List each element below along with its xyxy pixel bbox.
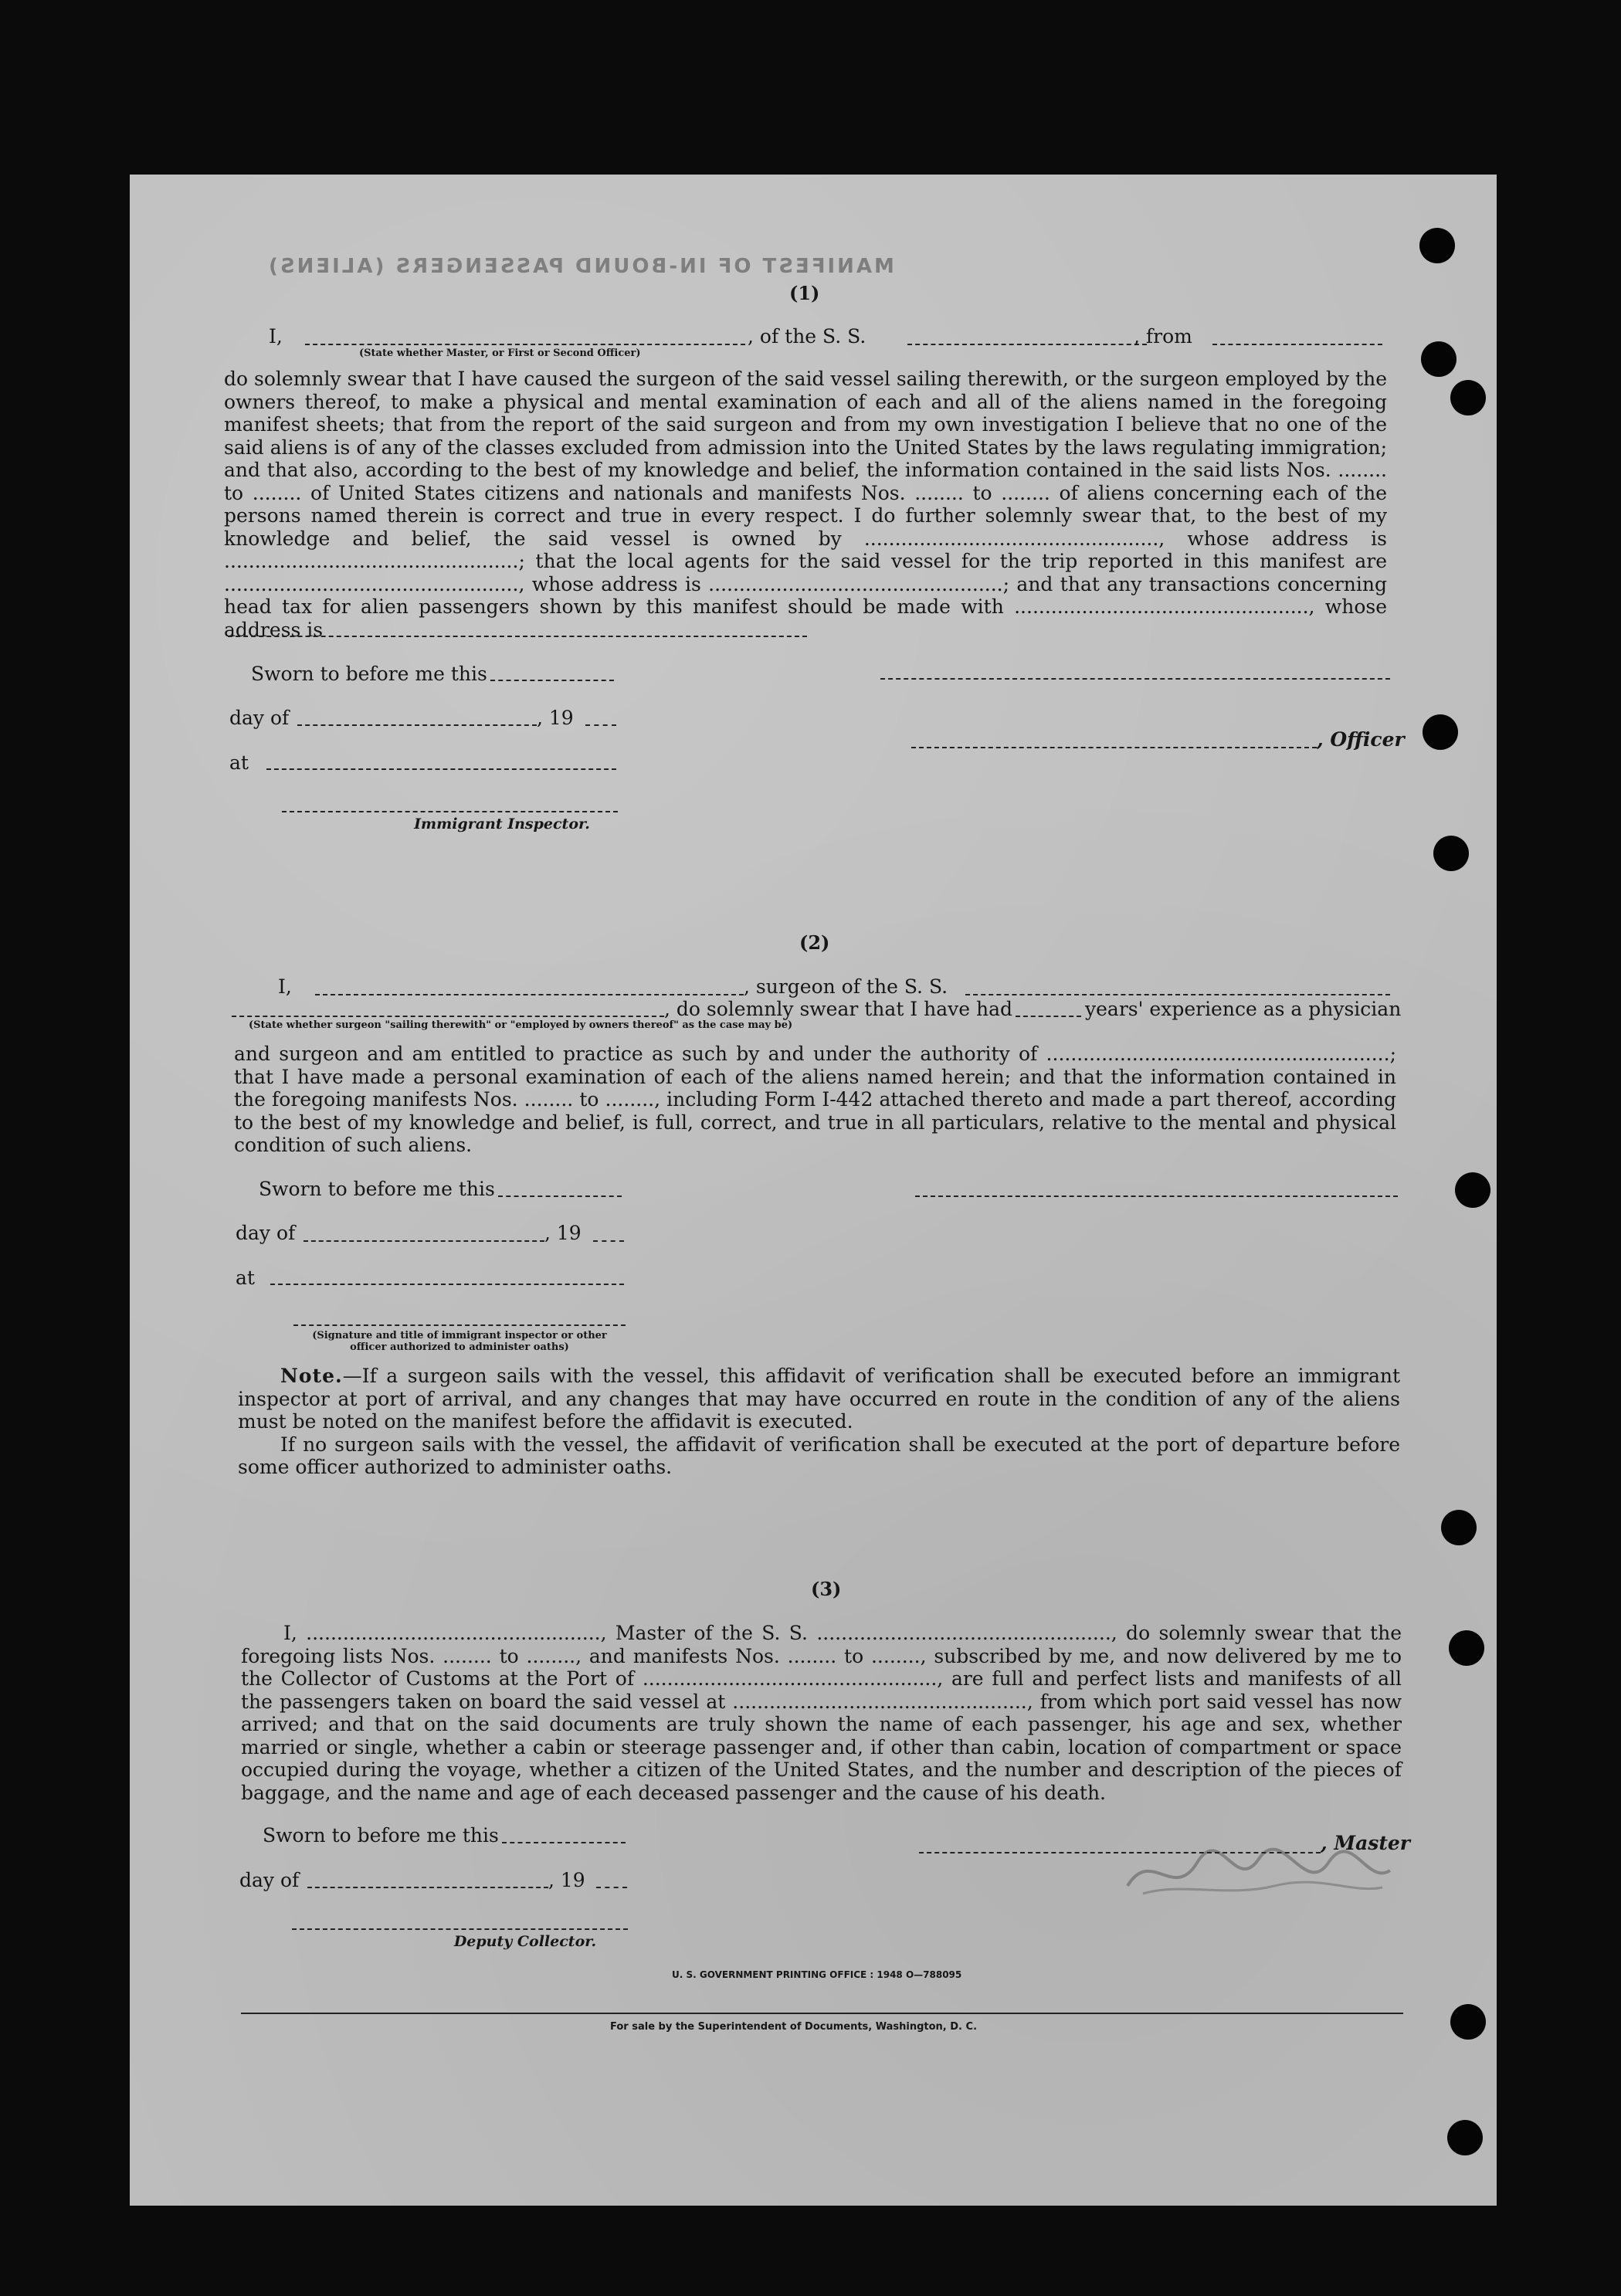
punch-hole [1455, 1172, 1490, 1208]
s1-inspector-label: Immigrant Inspector. [414, 816, 590, 833]
s2-caption: (State whether surgeon "sailing therewith" or "employed by owners thereof" as the case may be) [249, 1019, 793, 1031]
s1-officer-line-top [880, 678, 1390, 680]
s1-vessel-line [907, 344, 1147, 345]
s1-year: , 19 [537, 707, 574, 729]
s2-day-line [304, 1240, 544, 1242]
s2-line1-mid: , surgeon of the S. S. [744, 975, 948, 998]
s1-body [224, 368, 1387, 641]
s2-year-line [593, 1240, 624, 1242]
s3-day-line [307, 1887, 548, 1888]
s1-at-line [266, 768, 616, 770]
s2-body-text: and surgeon and am entitled to practice as such by and under the authority of ........................................................; that I have made a personal examination of each of the aliens named herein; and that the information contained in the foregoing manifests Nos. ........ to ........, including Form I-442 attached thereto and made a part thereof, according to the best of my knowledge and belief, is full, correct, and true in all particulars, relative to the mental and physical condition of such aliens. [234, 1043, 1396, 1156]
s2-year: , 19 [544, 1222, 582, 1244]
s1-at: at [229, 751, 249, 774]
s2-note-2: If no surgeon sails with the vessel, the affidavit of verification shall be executed at the port of departure before some officer authorized to administer oaths. [238, 1433, 1400, 1478]
s3-collector-line [292, 1928, 628, 1930]
punch-hole [1441, 1510, 1477, 1545]
section-2-number: (2) [799, 931, 830, 954]
punch-hole [1419, 228, 1455, 263]
s3-sworn-line [502, 1842, 626, 1843]
section-3-number: (3) [811, 1578, 842, 1600]
s3-year: , 19 [548, 1869, 585, 1891]
bleed-through-text [633, 664, 643, 683]
s2-surgeon-name-line [315, 994, 744, 995]
for-sale-notice: For sale by the Superintendent of Documents, Washington, D. C. [610, 2021, 978, 2033]
punch-hole [1447, 2120, 1483, 2155]
s2-officer-line [915, 1195, 1398, 1197]
note-label: Note. [280, 1365, 343, 1387]
punch-hole [1450, 380, 1486, 415]
s3-body [241, 1622, 1402, 1804]
handwritten-signature-scrawl [1120, 1840, 1398, 1909]
s2-status-line [232, 1016, 664, 1017]
s3-body-text: I, ................................................, Master of the S. S. ................................................, do solemnly swear that the foregoing lists Nos. ........ to ........, and manifests Nos. ........ to ........, subscribed by me, and now delivered by me to the Collector of Customs at the Port of ................................................, are full and perfect lists and manifests of all the passengers taken on board the said vessel at ................................................, from which port said vessel has now arrived; and that on the said documents are truly shown the name of each passenger, his age and sex, whether married or single, whether a cabin or steerage passenger and, if other than cabin, location of compartment or space occupied during the voyage, whether a citizen of the United States, and the number and description of the pieces of baggage, and the name and age of each deceased passenger and the cause of his death. [241, 1622, 1402, 1804]
s1-year-line [585, 724, 616, 726]
punch-hole [1433, 836, 1469, 871]
s1-officer: , Officer [1317, 728, 1405, 751]
s2-sworn-line [498, 1195, 622, 1197]
punch-hole [1421, 341, 1457, 377]
s1-extra-line [228, 636, 807, 637]
s2-at-line [270, 1284, 624, 1285]
s2-sig-caption: (Signature and title of immigrant inspector or other officer authorized to administer oaths) [312, 1330, 607, 1353]
s1-master-name-line [305, 344, 745, 345]
s1-line1-lead: I, [269, 325, 283, 348]
s1-line1-end: , from [1134, 325, 1192, 348]
s2-signature-line [293, 1324, 626, 1326]
s1-sworn: Sworn to before me this [251, 663, 487, 685]
s1-inspector-line [282, 811, 618, 812]
s2-note-1 [238, 1365, 1400, 1433]
s2-vessel-line [965, 994, 1390, 995]
bleed-through-heading: MANIFEST OF IN-BOUND PASSENGERS (ALIENS) [266, 255, 894, 278]
s2-at: at [236, 1267, 255, 1289]
section-1-number: (1) [789, 282, 820, 304]
s3-collector-label: Deputy Collector. [453, 1933, 597, 1950]
footer-rule [241, 2013, 1403, 2014]
s3-year-line [596, 1887, 627, 1888]
s3-sworn: Sworn to before me this [263, 1824, 499, 1847]
s2-years-line [1016, 1016, 1081, 1017]
s2-note [238, 1365, 1400, 1479]
s1-body-text: do solemnly swear that I have caused the surgeon of the said vessel sailing therewith, or the surgeon employed by the owners thereof, to make a physical and mental examination of each and all of the aliens named in the foregoing manifest sheets; that from the report of the said surgeon and from my own investigation I believe that no one of the said aliens is of any of the classes excluded from admission into the United States by the laws regulating immigration; and that also, according to the best of my knowledge and belief, the information contained in the said lists Nos. ........ to ........ of United States citizens and nationals and manifests Nos. ........ to ........ of aliens concerning each of the persons named therein is correct and true in every respect. I do further solemnly swear that, to the best of my knowledge and belief, the said vessel is owned by ................................................, whose address is ................................................; that the local agents for the said vessel for the trip reported in this manifest are ................................................, whose address is ................................................; and that any transactions concerning head tax for alien passengers shown by this manifest should be made with ................................................, whose address is [224, 368, 1387, 641]
s1-from-line [1212, 344, 1382, 345]
note-1-text: —If a surgeon sails with the vessel, this affidavit of verification shall be executed before an immigrant inspector at port of arrival, and any changes that may have occurred en route in the condition of any of the aliens must be noted on the manifest before the affidavit is executed. [238, 1365, 1400, 1433]
s1-sworn-line [490, 680, 614, 681]
s2-line2-mid: , do solemnly swear that I have had [664, 998, 1013, 1020]
punch-hole [1450, 2004, 1486, 2040]
s2-body [234, 1043, 1396, 1157]
printing-office-imprint: U. S. GOVERNMENT PRINTING OFFICE : 1948 O—788095 [672, 1969, 962, 1980]
punch-hole [1449, 1630, 1484, 1666]
s2-line1-lead: I, [278, 975, 292, 998]
s3-day-of: day of [239, 1869, 300, 1891]
s1-caption: (State whether Master, or First or Second Officer) [359, 348, 641, 359]
s1-line1-mid: , of the S. S. [748, 325, 866, 348]
s3-master: , Master [1321, 1832, 1410, 1854]
s2-day-of: day of [236, 1222, 296, 1244]
s1-day-line [297, 724, 537, 726]
s2-sworn: Sworn to before me this [259, 1178, 495, 1200]
punch-hole [1423, 714, 1458, 750]
s2-line2-end: years' experience as a physician [1085, 998, 1402, 1020]
s1-day-of: day of [229, 707, 290, 729]
s1-officer-line [911, 747, 1317, 748]
